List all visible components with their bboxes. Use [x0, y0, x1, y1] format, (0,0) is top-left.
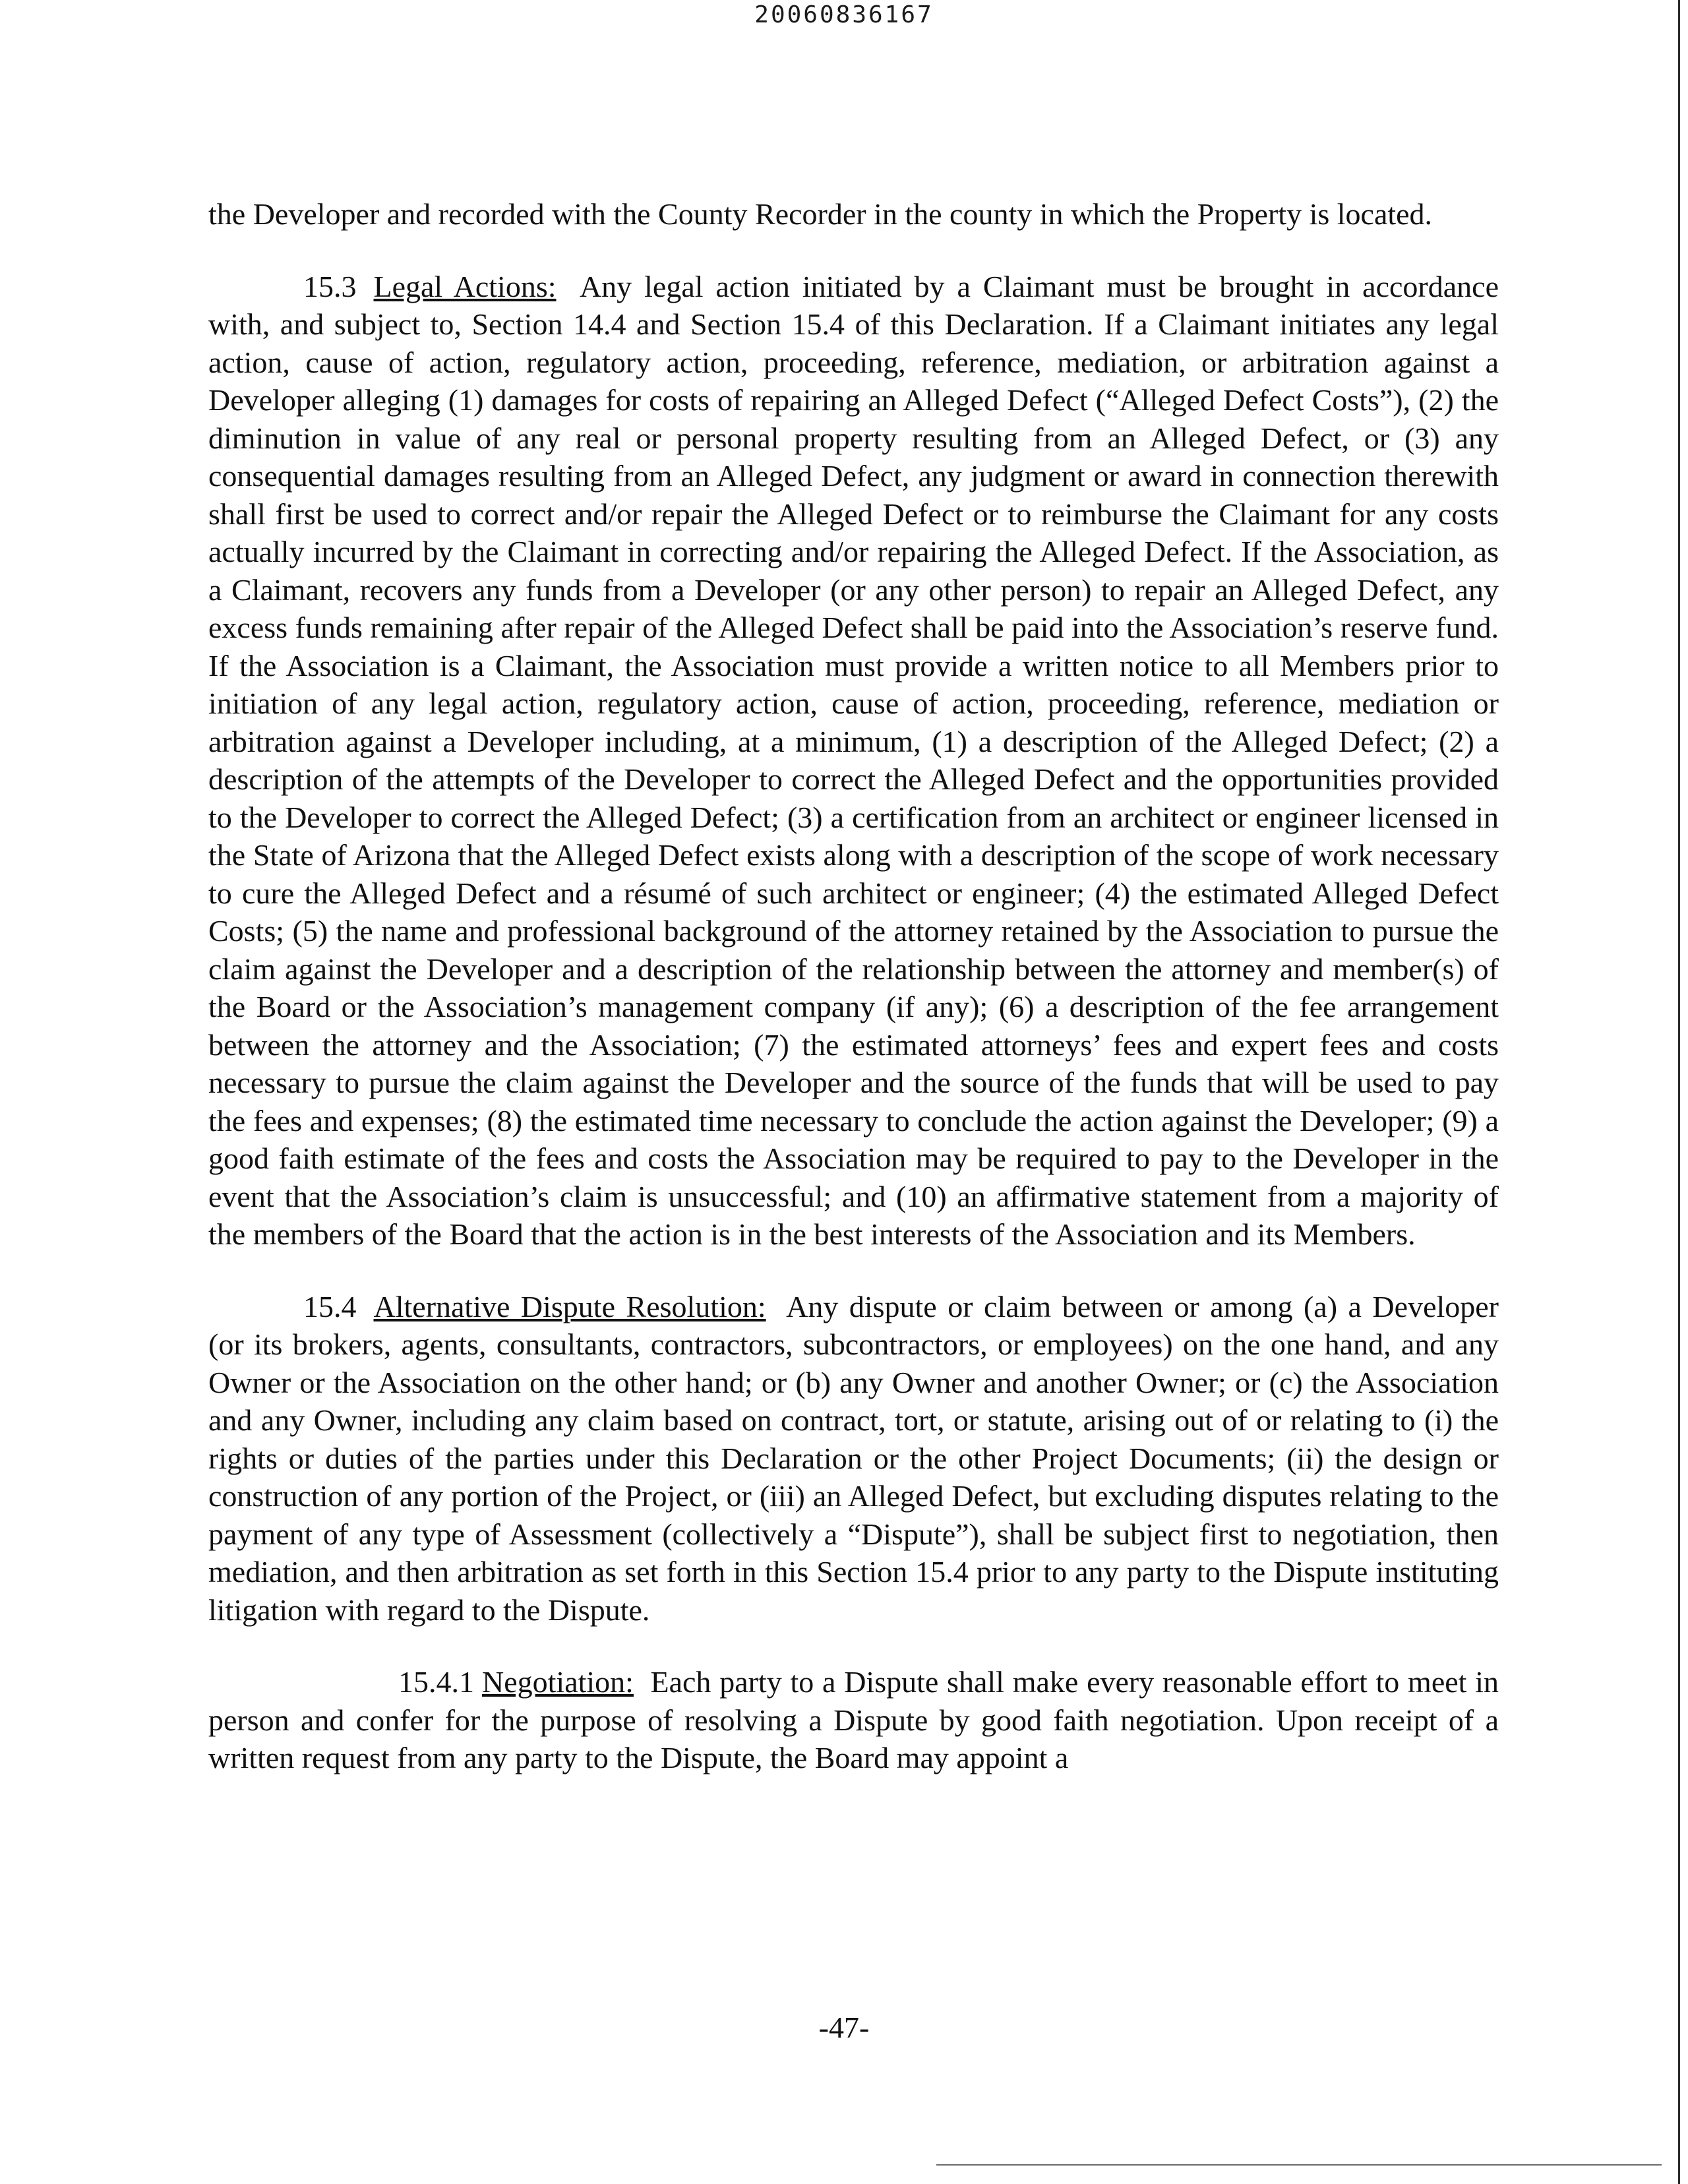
continuation-paragraph: the Developer and recorded with the County Recorder in the county in which the Property is located.: [208, 197, 1433, 231]
document-number: 20060836167: [754, 1, 934, 28]
scan-bottom-line: [936, 2164, 1662, 2166]
section-heading: Legal Actions:: [373, 269, 557, 303]
section-15-3: [208, 268, 1499, 1254]
section-number: 15.3: [303, 269, 357, 303]
section-text: Any legal action initiated by a Claimant must be brought in accordance with, and subject to, Section 14.4 and Section 15.4 of this Declaration. If a Claimant initiates any legal action, cause of action, regulatory action, proceeding, reference, mediation, or arbitration against a Developer alleging (1) damages for costs of repairing an Alleged Defect (“Alleged Defect Costs”), (2) the diminution in value of any real or personal property resulting from an Alleged Defect, or (3) any consequential damages resulting from an Alleged Defect, any judgment or award in connection therewith shall first be used to correct and/or repair the Alleged Defect or to reimburse the Claimant for any costs actually incurred by the Claimant in correcting and/or repairing the Alleged Defect. If the Association, as a Claimant, recovers any funds from a Developer (or any other person) to repair an Alleged Defect, any excess funds remaining after repair of the Alleged Defect shall be paid into the Association’s reserve fund. If the Association is a Claimant, the Association must provide a written notice to all Members prior to initiation of any legal action, regulatory action, cause of action, proceeding, reference, mediation or arbitration against a Developer including, at a minimum, (1) a description of the Alleged Defect; (2) a description of the attempts of the Developer to correct the Alleged Defect and the opportunities provided to the Developer to correct the Alleged Defect; (3) a certification from an architect or engineer licensed in the State of Arizona that the Alleged Defect exists along with a description of the scope of work necessary to cure the Alleged Defect and a résumé of such architect or engineer; (4) the estimated Alleged Defect Costs; (5) the name and professional background of the attorney retained by the Association to pursue the claim against the Developer and a description of the relationship between the attorney and member(s) of the Board or the Association’s management company (if any); (6) a description of the fee arrangement between the attorney and the Association; (7) the estimated attorneys’ fees and expert fees and costs necessary to pursue the claim against the Developer and the source of the funds that will be used to pay the fees and expenses; (8) the estimated time necessary to conclude the action against the Developer; (9) a good faith estimate of the fees and costs the Association may be required to pay to the Developer in the event that the Association’s claim is unsuccessful; and (10) an affirmative statement from a majority of the members of the Board that the action is in the best interests of the Association and its Members.: [208, 269, 1499, 1251]
scan-edge-line: [1678, 0, 1680, 2184]
document-body: [208, 195, 1499, 1811]
section-number: 15.4: [303, 1289, 357, 1323]
section-heading: Negotiation:: [482, 1665, 634, 1699]
section-heading: Alternative Dispute Resolution:: [373, 1289, 766, 1323]
section-text: Any dispute or claim between or among (a) a Developer (or its brokers, agents, consultants, contractors, subcontractors, or employees) on the one hand, and any Owner or the Association on the other hand; or (b) any Owner and another Owner; or (c) the Association and any Owner, including any claim based on contract, tort, or statute, arising out of or relating to (i) the rights or duties of the parties under this Declaration or the other Project Documents; (ii) the design or construction of any portion of the Project, or (iii) an Alleged Defect, but excluding disputes relating to the payment of any type of Assessment (collectively a “Dispute”), shall be subject first to negotiation, then mediation, and then arbitration as set forth in this Section 15.4 prior to any party to the Dispute instituting litigation with regard to the Dispute.: [208, 1289, 1499, 1627]
section-15-4-1: [208, 1663, 1499, 1777]
section-number: 15.4.1: [398, 1665, 474, 1699]
section-15-4: [208, 1288, 1499, 1629]
section-text: Each party to a Dispute shall make every reasonable effort to meet in person and confer for the purpose of resolving a Dispute by good faith negotiation. Upon receipt of a written request from any party to the Dispute, the Board may appoint a: [208, 1665, 1499, 1774]
page-number: -47-: [818, 2011, 870, 2044]
